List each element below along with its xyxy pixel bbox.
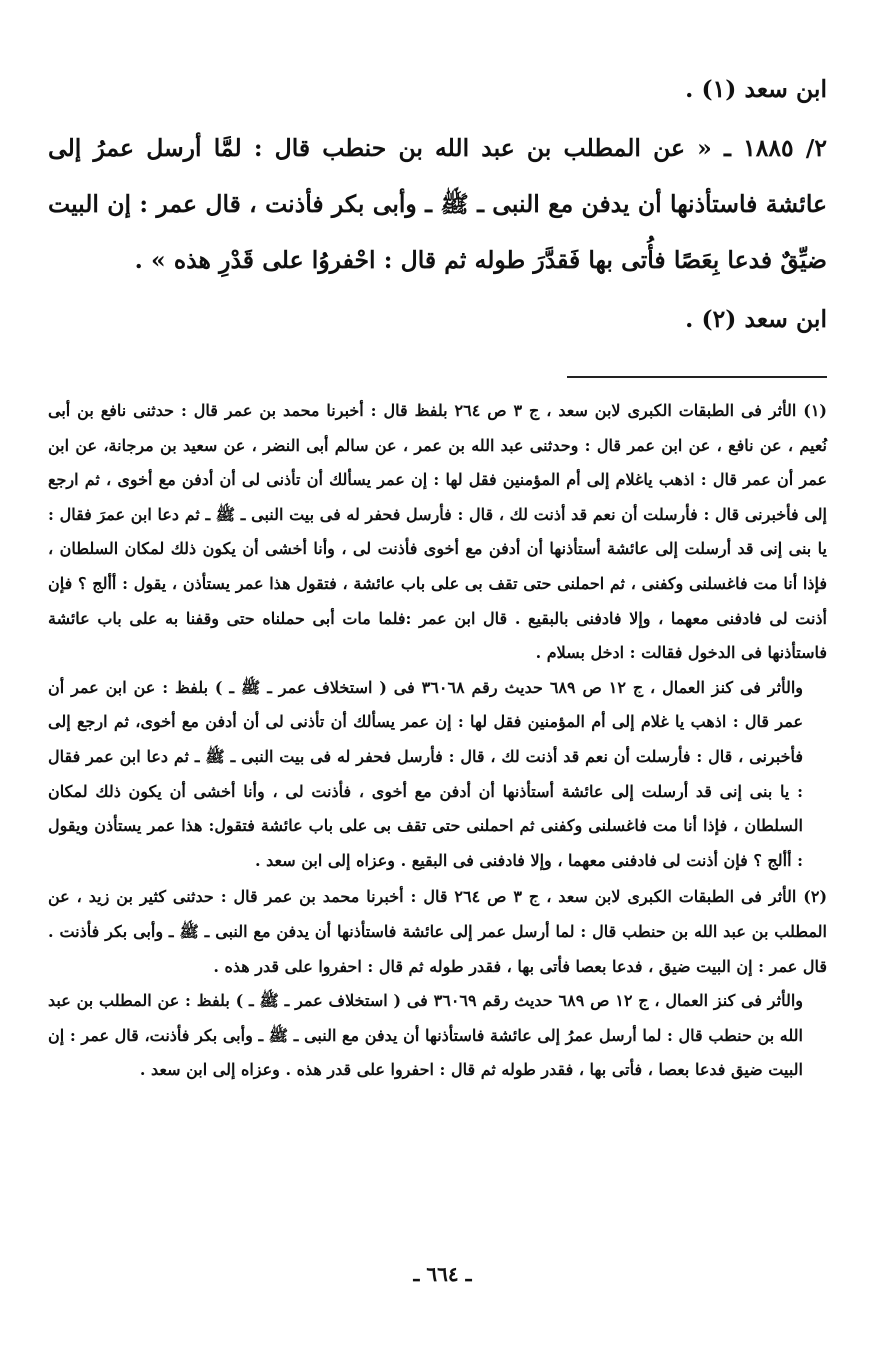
footnotes <box>48 394 827 1088</box>
page-number: ـ ٦٦٤ ـ <box>413 1262 472 1286</box>
footnote-2-continuation: والأثر فى كنز العمال ، ج ١٢ ص ٦٨٩ حديث رقم ٣٦٠٦٩ فى ( استخلاف عمر ـ ﷺ ـ ) بلفظ : عن المطلب بن عبد الله بن حنطب قال : لما أرسل عمرُ إلى عائشة فاستأذنها أن يدفن مع النبى ـ ﷺ ـ وأبى بكر فأذنت، قال عمر : إن البيت ضيق فدعا بعصا ، فأتى بها ، فقدر طوله ثم قال : احفروا على قدر هذه . وعزاه إلى ابن سعد . <box>48 991 803 1080</box>
hadith-1885: ٢/ ١٨٨٥ ـ « عن المطلب بن عبد الله بن حنطب قال : لمَّا أرسل عمرُ إلى عائشة فاستأذنها أن يدفن مع النبى ـ ﷺ ـ وأبى بكر فأذنت ، قال عمر : إن البيت ضيِّقٌ فدعا بِعَصًا فأُتى بها فَقدَّرَ طوله ثم قال : احْفروُا على قَدْرِ هذه » . <box>48 134 827 274</box>
footnote-separator <box>567 376 827 378</box>
footnote-2: (٢) الأثر فى الطبقات الكبرى لابن سعد ، ج ٣ ص ٢٦٤ قال : أخبرنا محمد بن عمر قال : حدثنى كثير بن زيد ، عن المطلب بن عبد الله بن حنطب قال : لما أرسل عمر إلى عائشة فاستأذنها أن يدفن مع النبى ـ ﷺ ـ وأبى بكر فأذنت . قال عمر : إن البيت ضيق ، فدعا بعصا فأتى بها ، فقدر طوله ثم قال : احفروا على قدر هذه . <box>48 887 828 976</box>
source-line-1: ابن سعد (١) . <box>685 75 827 103</box>
footnote-1: (١) الأثر فى الطبقات الكبرى لابن سعد ، ج ٣ ص ٢٦٤ بلفظ قال : أخبرنا محمد بن عمر قال : حدثنى نافع بن أبى نُعيم ، عن نافع ، عن ابن عمر قال : وحدثنى عبد الله بن عمر ، عن سالم أبى النضر ، عن سعيد بن مرجانة، عن ابن عمر أن عمر قال : اذهب ياغلام إلى أم المؤمنين فقل لها : إن عمر يسألك أن تأذنى لى أن أدفن مع أخوى ، ثم ارجع إلى فأخبرنى قال : فأرسلت أن نعم قد أذنت لك ، قال : فأرسل فحفر له فى بيت النبى ـ ﷺ ـ ثم دعا ابن عمرَ فقال : يا بنى إنى قد أرسلت إلى عائشة أستأذنها أن أدفن مع أخوى فأذنت لى ، وأنا أخشى أن يكون ذلك لمكان السلطان ، فإذا أنا مت فاغسلنى وكفنى ، ثم احملنى حتى تقف بى على باب عائشة ، فتقول هذا عمر يستأذن ، يقول : أألج ؟ فإن أذنت لى فادفنى معهما ، وإلا فادفنى بالبقيع . قال ابن عمر :فلما مات أبى حملناه حتى وقفنا به على باب عائشة فاستأذنها فى الدخول فقالت : ادخل بسلام . <box>48 401 828 663</box>
footnote-1-continuation: والأثر فى كنز العمال ، ج ١٢ ص ٦٨٩ حديث رقم ٣٦٠٦٨ فى ( استخلاف عمر ـ ﷺ ـ ) بلفظ : عن ابن عمر أن عمر قال : اذهب يا غلام إلى أم المؤمنين فقل لها : إن عمر يسألك أن تأذنى لى أن أدفن مع أخوى، ثم ارجع إلى فأخبرنى ، قال : فأرسلت أن نعم قد أذنت لك ، قال : فأرسل فحفر له فى بيت النبى ـ ﷺ ـ ثم دعا ابن عمر فقال : يا بنى إنى قد أرسلت إلى عائشة أستأذنها أن أدفن مع أخوى ، فأذنت لى ، وأنا أخشى أن يكون ذلك لمكان السلطان ، فإذا أنا مت فاغسلنى وكفنى ثم احملنى حتى تقف بى على باب عائشة فتقول: هذا عمر يستأذن ويقول : أألج ؟ فإن أذنت لى فادفنى معهما ، وإلا فادفنى فى البقيع . وعزاه إلى ابن سعد . <box>48 677 804 870</box>
main-text <box>48 58 827 350</box>
source-line-2: ابن سعد (٢) . <box>685 305 827 333</box>
